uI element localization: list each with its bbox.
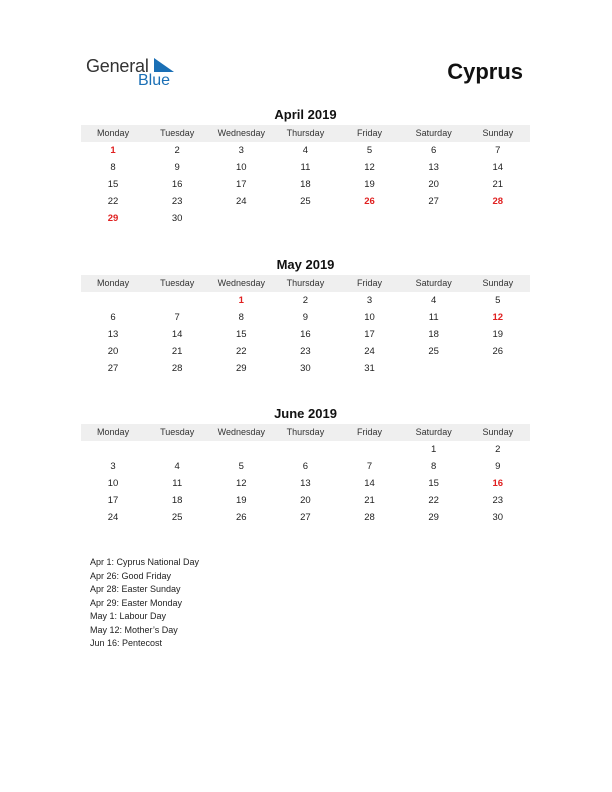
day-cell: 29 [428, 512, 439, 523]
day-cell: 10 [107, 478, 119, 489]
day-cell: 24 [236, 196, 247, 207]
day-cell: 8 [238, 312, 244, 323]
weekday-label: Tuesday [160, 278, 195, 288]
day-cell: 20 [428, 179, 439, 190]
day-cell: 22 [428, 495, 439, 506]
day-cell: 26 [492, 346, 504, 357]
weekday-label: Wednesday [217, 128, 265, 138]
week-row [81, 475, 530, 492]
day-cell: 4 [431, 295, 437, 306]
holiday-day-cell: 26 [364, 196, 375, 207]
day-cell: 21 [171, 346, 183, 357]
holiday-day-cell: 16 [492, 478, 504, 489]
day-cell: 3 [110, 461, 116, 472]
day-cell [466, 360, 530, 377]
holiday-day-cell: 29 [107, 213, 119, 224]
month-title: April 2019 [274, 107, 337, 122]
weekday-label: Friday [357, 427, 383, 437]
country-title: Cyprus [447, 59, 523, 84]
day-cell: 9 [302, 312, 309, 323]
weekday-label: Friday [357, 278, 383, 288]
month-title: May 2019 [276, 257, 335, 272]
week-row [81, 458, 530, 475]
day-cell: 18 [171, 495, 183, 506]
weekday-label: Saturday [415, 427, 452, 437]
day-cell: 11 [172, 478, 183, 489]
holiday-day-cell: 28 [492, 196, 504, 207]
day-cell [466, 210, 530, 227]
day-cell: 29 [236, 363, 247, 374]
day-cell: 18 [428, 329, 439, 340]
weekday-label: Sunday [482, 427, 514, 437]
day-cell: 2 [174, 145, 180, 156]
holiday-item: Apr 26: Good Friday [90, 570, 172, 581]
month-may [81, 257, 530, 377]
month-april [81, 107, 530, 227]
week-row [81, 176, 530, 193]
day-cell: 20 [300, 495, 311, 506]
day-cell: 27 [107, 363, 119, 374]
day-cell: 1 [431, 444, 437, 455]
holiday-item: Jun 16: Pentecost [90, 638, 163, 648]
day-cell [338, 441, 402, 458]
day-cell: 27 [428, 196, 439, 207]
day-cell [273, 210, 337, 227]
day-cell: 8 [110, 162, 116, 173]
day-cell: 14 [171, 329, 183, 340]
day-cell: 19 [236, 495, 247, 506]
logo-word-blue: Blue [138, 72, 171, 89]
day-cell: 26 [236, 512, 247, 523]
weekday-label: Monday [97, 278, 130, 288]
day-cell: 23 [171, 196, 183, 207]
day-cell: 17 [236, 179, 247, 190]
week-row [81, 326, 530, 343]
day-cell: 7 [495, 145, 501, 156]
day-cell: 3 [366, 295, 373, 306]
weekday-label: Saturday [415, 278, 452, 288]
weekday-label: Friday [357, 128, 383, 138]
day-cell: 27 [300, 512, 311, 523]
week-row [81, 343, 530, 360]
weekday-label: Wednesday [217, 427, 265, 437]
day-cell: 25 [300, 196, 311, 207]
day-cell [209, 441, 273, 458]
week-row [81, 142, 530, 159]
day-cell: 14 [492, 162, 504, 173]
day-cell [145, 441, 209, 458]
day-cell: 28 [171, 363, 183, 374]
week-row [81, 441, 530, 458]
day-cell [402, 360, 466, 377]
day-cell: 7 [174, 312, 180, 323]
day-cell: 13 [107, 329, 119, 340]
day-cell [209, 210, 273, 227]
weekday-label: Monday [97, 427, 130, 437]
day-cell: 4 [302, 145, 309, 156]
weekday-label: Wednesday [217, 278, 265, 288]
day-cell [273, 441, 337, 458]
day-cell: 5 [366, 145, 373, 156]
day-cell: 5 [495, 295, 501, 306]
day-cell: 18 [300, 179, 311, 190]
logo-triangle-icon [154, 58, 174, 72]
day-cell: 2 [302, 295, 309, 306]
day-cell: 15 [428, 478, 439, 489]
weekday-header [81, 424, 530, 441]
day-cell: 2 [495, 444, 501, 455]
day-cell: 8 [431, 461, 437, 472]
day-cell [338, 210, 402, 227]
day-cell: 21 [364, 495, 375, 506]
day-cell [145, 292, 209, 309]
day-cell: 23 [300, 346, 311, 357]
day-cell: 30 [171, 213, 183, 224]
week-row [81, 292, 530, 309]
holiday-item: Apr 28: Easter Sunday [90, 584, 181, 594]
day-cell: 3 [238, 145, 244, 156]
day-cell: 16 [171, 179, 183, 190]
week-row [81, 360, 530, 377]
week-row [81, 509, 530, 526]
day-cell: 23 [492, 495, 504, 506]
day-cell: 12 [236, 478, 247, 489]
holiday-day-cell: 1 [110, 145, 116, 156]
day-cell: 22 [107, 196, 119, 207]
day-cell: 20 [107, 346, 119, 357]
week-row [81, 193, 530, 210]
day-cell: 15 [107, 179, 119, 190]
day-cell: 5 [238, 461, 244, 472]
day-cell: 6 [431, 145, 437, 156]
day-cell [81, 292, 145, 309]
day-cell: 17 [107, 495, 119, 506]
holiday-item: May 12: Mother’s Day [90, 624, 178, 635]
weekday-label: Saturday [415, 128, 452, 138]
day-cell: 9 [495, 461, 501, 472]
day-cell: 19 [492, 329, 504, 340]
weekday-header [81, 125, 530, 142]
day-cell: 6 [110, 312, 116, 323]
holiday-list [90, 556, 199, 651]
day-cell [402, 210, 466, 227]
holiday-item: Apr 1: Cyprus National Day [90, 557, 200, 567]
weekday-label: Thursday [286, 427, 325, 437]
day-cell: 10 [364, 312, 375, 323]
day-cell: 25 [428, 346, 439, 357]
week-row [81, 309, 530, 326]
day-cell: 6 [302, 461, 309, 472]
day-cell: 30 [300, 363, 311, 374]
day-cell: 13 [428, 162, 439, 173]
weekday-label: Thursday [286, 278, 325, 288]
holiday-day-cell: 12 [492, 312, 504, 323]
day-cell: 12 [364, 162, 375, 173]
day-cell: 22 [236, 346, 247, 357]
holiday-item: May 1: Labour Day [90, 611, 167, 621]
day-cell: 25 [171, 512, 183, 523]
day-cell: 19 [364, 179, 375, 190]
day-cell: 30 [492, 512, 504, 523]
day-cell: 24 [364, 346, 375, 357]
day-cell: 10 [236, 162, 247, 173]
weekday-label: Tuesday [160, 128, 195, 138]
day-cell: 21 [492, 179, 504, 190]
holiday-item: Apr 29: Easter Monday [90, 597, 183, 608]
month-june [81, 406, 530, 526]
day-cell: 14 [364, 478, 375, 489]
day-cell: 16 [300, 329, 311, 340]
day-cell: 31 [364, 363, 375, 374]
day-cell: 15 [236, 329, 247, 340]
weekday-header [81, 275, 530, 292]
logo-word-general: General [86, 56, 149, 76]
day-cell: 11 [300, 162, 311, 173]
week-row [81, 210, 530, 227]
weekday-label: Tuesday [160, 427, 195, 437]
day-cell: 24 [107, 512, 119, 523]
brand-logo [86, 56, 186, 92]
month-title: June 2019 [274, 406, 337, 421]
weekday-label: Monday [97, 128, 130, 138]
day-cell [81, 441, 145, 458]
weekday-label: Sunday [482, 278, 514, 288]
day-cell: 7 [366, 461, 373, 472]
week-row [81, 159, 530, 176]
day-cell: 4 [174, 461, 180, 472]
day-cell: 28 [364, 512, 375, 523]
week-row [81, 492, 530, 509]
day-cell: 11 [428, 312, 439, 323]
day-cell: 17 [364, 329, 375, 340]
holiday-day-cell: 1 [238, 295, 244, 306]
weekday-label: Thursday [286, 128, 325, 138]
weekday-label: Sunday [482, 128, 514, 138]
day-cell: 9 [174, 162, 180, 173]
day-cell: 13 [300, 478, 311, 489]
